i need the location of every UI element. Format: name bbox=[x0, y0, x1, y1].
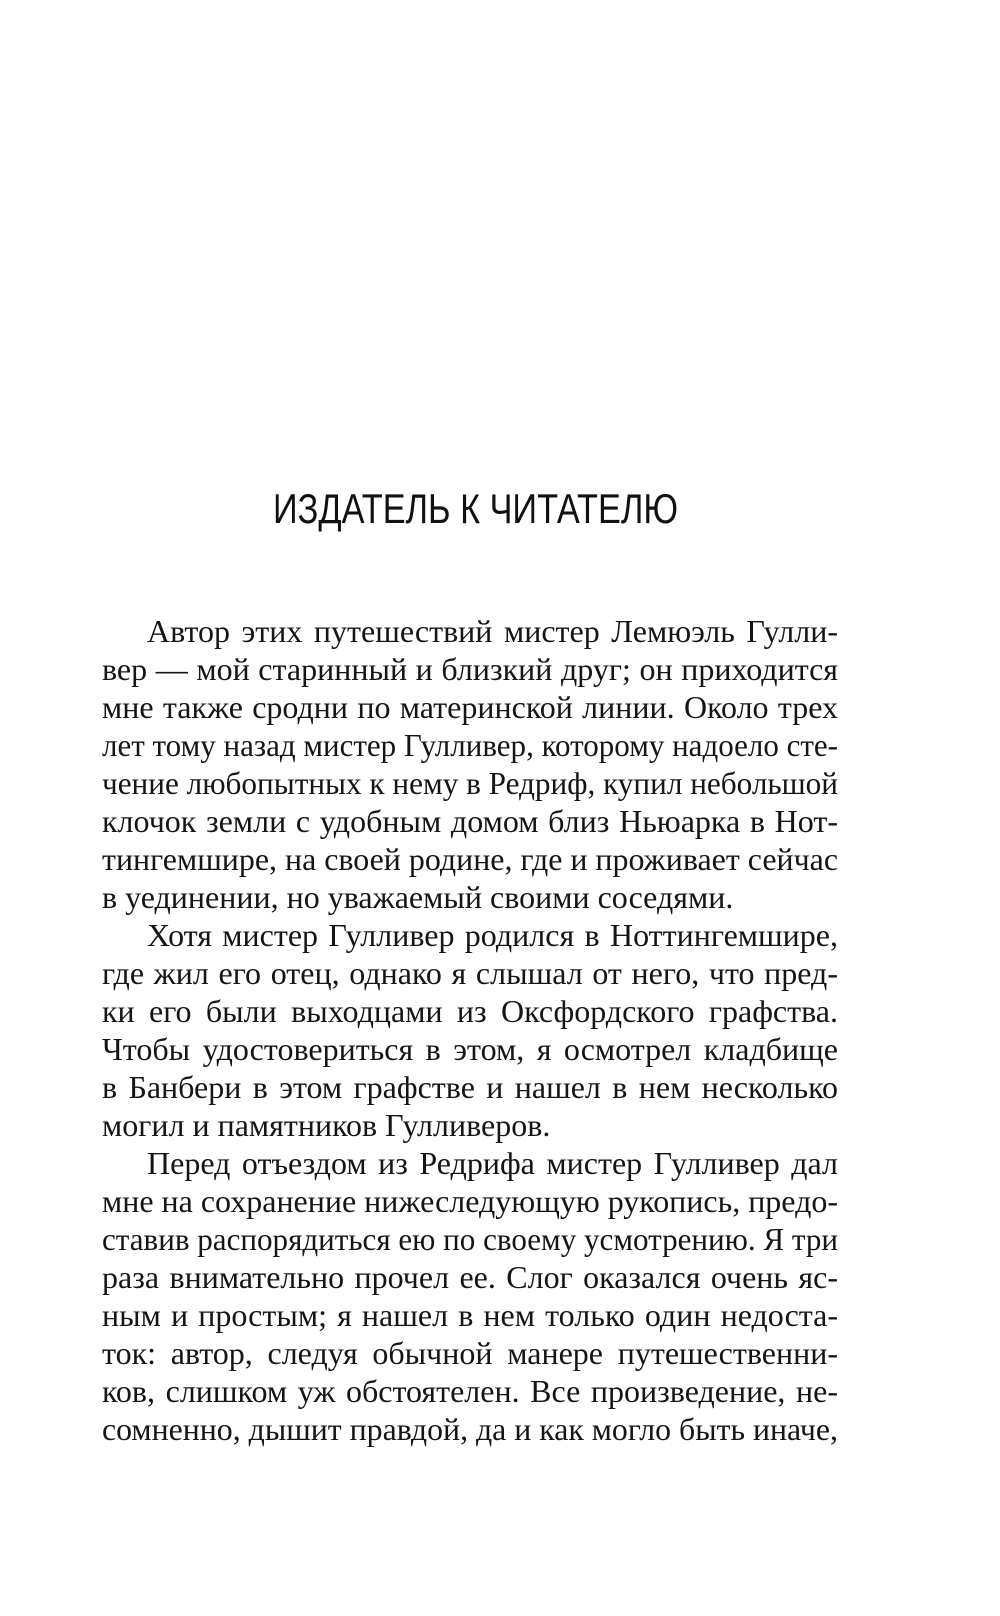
text-line: ков, слишком уж обстоятелен. Все произведение, не- bbox=[102, 1373, 838, 1409]
text-line: клочок земли с удобным домом близ Ньюарка в Нот- bbox=[102, 803, 838, 839]
text-line: Чтобы удостовериться в этом, я осмотрел кладбище bbox=[102, 1031, 838, 1067]
chapter-title bbox=[273, 487, 678, 533]
text-line: могил и памятников Гулливеров. bbox=[102, 1107, 551, 1143]
text-line: раза внимательно прочел ее. Слог оказался очень яс- bbox=[102, 1259, 838, 1295]
text-line: ставив распорядиться ею по своему усмотрению. Я три bbox=[102, 1221, 838, 1257]
text-line: в Банбери в этом графстве и нашел в нем несколько bbox=[102, 1069, 838, 1105]
text-line: Хотя мистер Гулливер родился в Ноттингемшире, bbox=[147, 917, 838, 953]
text-line: где жил его отец, однако я слышал от него, что пред- bbox=[102, 955, 838, 991]
text-line: Перед отъездом из Редрифа мистер Гулливер дал bbox=[147, 1145, 838, 1181]
text-line: Автор этих путешествий мистер Лемюэль Гулли- bbox=[147, 613, 838, 649]
page-text bbox=[102, 612, 838, 1448]
text-line: тингемшире, на своей родине, где и проживает сейчас bbox=[102, 841, 838, 877]
text-line: чение любопытных к нему в Редриф, купил небольшой bbox=[102, 765, 838, 801]
text-line: мне на сохранение нижеследующую рукопись, предо- bbox=[102, 1183, 838, 1219]
text-line: мне также сродни по материнской линии. Около трех bbox=[102, 689, 838, 725]
text-line: сомненно, дышит правдой, да и как могло быть иначе, bbox=[102, 1411, 838, 1447]
text-line: ки его были выходцами из Оксфордского графства. bbox=[102, 993, 838, 1029]
text-line: вер — мой старинный и близкий друг; он приходится bbox=[102, 651, 838, 687]
chapter-title-text: ИЗДАТЕЛЬ К ЧИТАТЕЛЮ bbox=[273, 485, 678, 532]
text-line: ток: автор, следуя обычной манере путешественни- bbox=[102, 1335, 838, 1371]
text-line: в уединении, но уважаемый своими соседями. bbox=[102, 879, 734, 915]
text-line: ным и простым; я нашел в нем только один недоста- bbox=[102, 1297, 838, 1333]
text-line: лет тому назад мистер Гулливер, которому надоело сте- bbox=[102, 727, 838, 763]
